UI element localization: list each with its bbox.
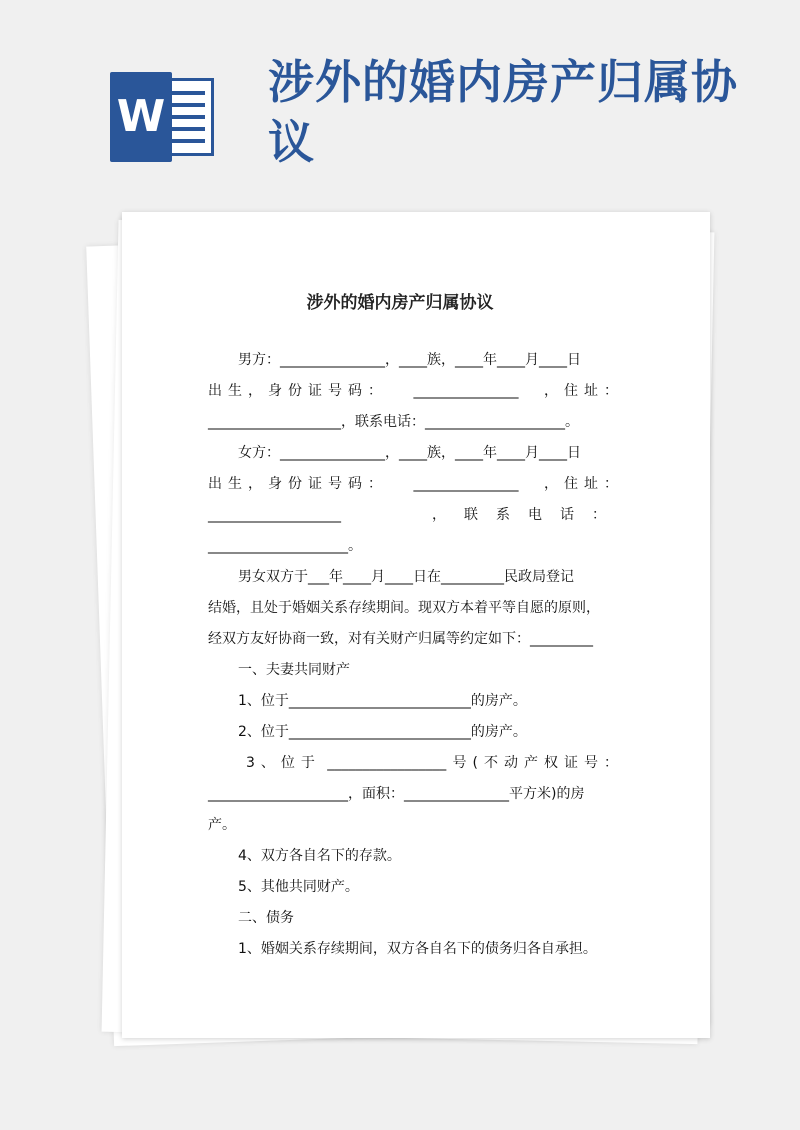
text-segment: _______________ bbox=[413, 476, 519, 492]
text-segment: 出生，身份证号码： bbox=[208, 383, 388, 399]
wife-address-line bbox=[208, 505, 624, 525]
text-segment: 号(不动产权证号： bbox=[452, 755, 624, 771]
text-segment: ，住址： bbox=[544, 383, 624, 399]
paragraph-line: 经双方友好协商一致，对有关财产归属等约定如下：_________ bbox=[208, 631, 593, 647]
text-segment: _______________ bbox=[413, 383, 519, 399]
text-segment: 出生，身份证号码： bbox=[208, 476, 388, 492]
wife-id-line bbox=[208, 474, 624, 494]
property-item-4: 4、双方各自名下的存款。 bbox=[238, 848, 401, 864]
property-item-3-end: 产。 bbox=[208, 817, 236, 833]
text-segment: _________________ bbox=[327, 755, 447, 771]
word-letter-badge: W bbox=[110, 72, 172, 162]
header-title: 涉外的婚内房产归属协议 bbox=[268, 55, 738, 169]
text-segment: ___________________ bbox=[208, 507, 341, 523]
husband-address-phone-line: ___________________，联系电话：____________________。 bbox=[208, 414, 579, 430]
property-item-5: 5、其他共同财产。 bbox=[238, 879, 359, 895]
text-segment: 3、位于 bbox=[246, 755, 321, 771]
wife-info-line: 女方：_______________，____族，____年____月____日 bbox=[238, 445, 581, 461]
word-app-icon bbox=[110, 72, 214, 162]
section-heading-common-property: 一、夫妻共同财产 bbox=[238, 662, 350, 678]
husband-info-line: 男方：_______________，____族，____年____月____日 bbox=[238, 352, 581, 368]
document-page bbox=[122, 212, 710, 1038]
text-segment: ，住址： bbox=[544, 476, 624, 492]
marriage-registration-line: 男女双方于___年____月____日在_________民政局登记 bbox=[238, 569, 574, 585]
text-segment: ，联系电话： bbox=[432, 507, 624, 523]
property-item-2: 2、位于__________________________的房产。 bbox=[238, 724, 527, 740]
property-item-1: 1、位于__________________________的房产。 bbox=[238, 693, 527, 709]
debt-item-1: 1、婚姻关系存续期间，双方各自名下的债务归各自承担。 bbox=[238, 941, 597, 957]
paragraph-line: 结婚，且处于婚姻关系存续期间。现双方本着平等自愿的原则， bbox=[208, 600, 600, 616]
document-title: 涉外的婚内房产归属协议 bbox=[306, 293, 494, 313]
property-item-3-cont: ____________________，面积：_______________平方米)的房 bbox=[208, 786, 585, 802]
section-heading-debts: 二、债务 bbox=[238, 910, 294, 926]
property-item-3 bbox=[246, 753, 624, 773]
husband-id-line bbox=[208, 381, 624, 401]
wife-phone-line: ____________________。 bbox=[208, 538, 362, 554]
